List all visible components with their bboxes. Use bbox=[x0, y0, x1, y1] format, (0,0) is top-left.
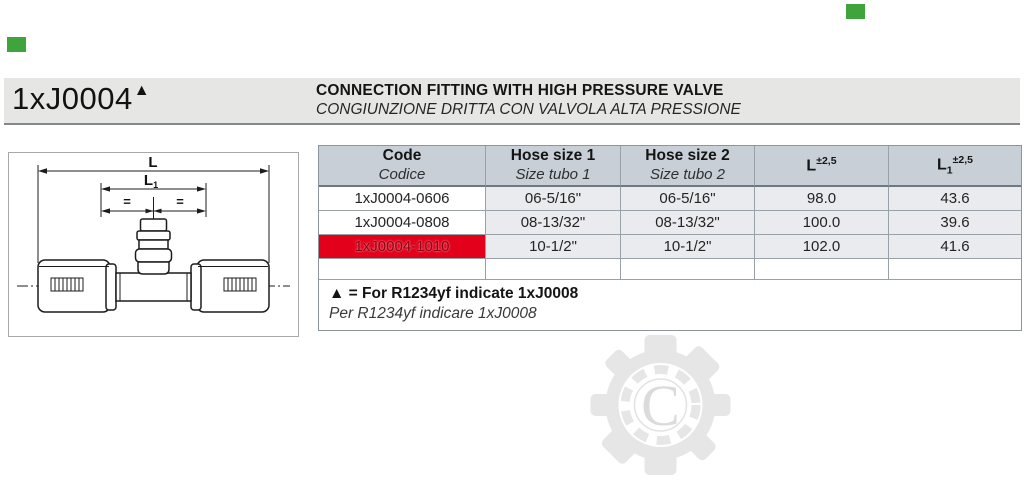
product-title-bar bbox=[4, 78, 1020, 125]
cell-l: 98.0 bbox=[755, 187, 889, 211]
footnote-it: Per R1234yf indicare 1xJ0008 bbox=[329, 305, 537, 322]
cell-hose1: 10-1/2" bbox=[486, 235, 621, 259]
cell-hose2: 06-5/16" bbox=[621, 187, 755, 211]
product-title-en: CONNECTION FITTING WITH HIGH PRESSURE VALVE bbox=[316, 82, 724, 99]
table-row-highlighted bbox=[319, 235, 1021, 259]
table-row bbox=[319, 211, 1021, 235]
product-code-text: 1xJ0004 bbox=[12, 81, 133, 116]
product-titles bbox=[316, 82, 741, 119]
footnote bbox=[319, 280, 1021, 330]
cell-l: 100.0 bbox=[755, 211, 889, 235]
product-code bbox=[12, 81, 150, 117]
equals-left-label: = bbox=[123, 194, 131, 209]
technical-drawing-box bbox=[8, 152, 299, 337]
cell-l: 102.0 bbox=[755, 235, 889, 259]
table-header-row bbox=[319, 146, 1021, 187]
fitting-drawing bbox=[9, 153, 298, 336]
triangle-mark: ▲ bbox=[133, 82, 151, 99]
cell-hose2: 10-1/2" bbox=[621, 235, 755, 259]
cell-l1: 39.6 bbox=[889, 211, 1021, 235]
watermark-letter: C bbox=[641, 373, 680, 438]
col-header-code: Code Codice bbox=[319, 146, 486, 187]
spec-table bbox=[318, 145, 1022, 331]
cell-hose1: 08-13/32" bbox=[486, 211, 621, 235]
equals-right-label: = bbox=[176, 194, 184, 209]
green-marker-right bbox=[846, 4, 865, 19]
green-marker-left bbox=[7, 37, 26, 52]
table-row bbox=[319, 187, 1021, 211]
watermark-gear-icon bbox=[583, 335, 738, 480]
product-title-it: CONGIUNZIONE DRITTA CON VALVOLA ALTA PRESSIONE bbox=[316, 101, 741, 118]
cell-hose2: 08-13/32" bbox=[621, 211, 755, 235]
col-header-l1: $L_1^{\pm 2,5}$ bbox=[889, 146, 1021, 187]
cell-l1: 43.6 bbox=[889, 187, 1021, 211]
cell-code-highlighted: 1xJ0004-1010 bbox=[319, 235, 486, 259]
col-header-l: $L^{\pm 2,5}$ bbox=[755, 146, 889, 187]
footnote-en: ▲ = For R1234yf indicate 1xJ0008 bbox=[329, 285, 579, 302]
dim-label-L1: $L_1$ bbox=[143, 172, 159, 190]
cell-l1: 41.6 bbox=[889, 235, 1021, 259]
cell-code: 1xJ0004-0606 bbox=[319, 187, 486, 211]
col-header-hose2: Hose size 2 Size tubo 2 bbox=[621, 146, 755, 187]
col-header-hose1: Hose size 1 Size tubo 1 bbox=[486, 146, 621, 187]
table-row-empty bbox=[319, 259, 1021, 280]
cell-code: 1xJ0004-0808 bbox=[319, 211, 486, 235]
dim-label-L: L bbox=[148, 154, 158, 171]
cell-hose1: 06-5/16" bbox=[486, 187, 621, 211]
